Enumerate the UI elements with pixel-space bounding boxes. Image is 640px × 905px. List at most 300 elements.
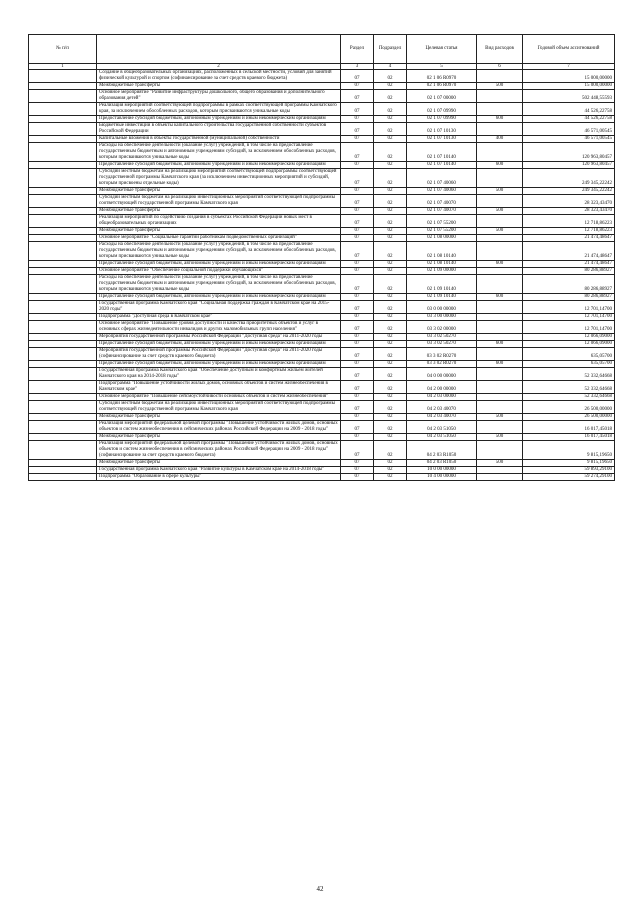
table-row [29, 421, 615, 434]
cell-num [29, 368, 97, 381]
cell-num [29, 321, 97, 334]
cell-tselevaya: 03 3 02 R0270 [407, 348, 477, 361]
cell-tselevaya: 03 3 02 50270 [407, 341, 477, 348]
cell-tselevaya: 02 1 07 40060 [407, 169, 477, 188]
cell-name: Основное мероприятие "Повышение сейсмоустойчивости основных объектов и систем жизнеобеспечения" [97, 394, 341, 401]
cell-podrazdel: 02 [374, 421, 407, 434]
cell-vid [477, 321, 523, 334]
cell-tselevaya: 02 1 07 55200 [407, 215, 477, 228]
cell-vid: 600 [477, 341, 523, 348]
cell-tselevaya: 02 1 06 R0970 [407, 83, 477, 90]
col-number: 3 [341, 64, 374, 70]
table-row [29, 474, 615, 481]
cell-tselevaya: 03 3 00 00000 [407, 314, 477, 321]
cell-name: Капитальные вложения в объекты государственной (муниципальной) собственности [97, 136, 341, 143]
cell-sum: 12 718,86223 [523, 228, 615, 235]
cell-num [29, 123, 97, 136]
cell-name: Предоставление субсидий бюджетным, автономным учреждениям и иным некоммерческим организациям [97, 116, 341, 123]
table-row [29, 242, 615, 261]
cell-name: Реализация мероприятий федеральной целевой программы "Повышение устойчивости жилых домов, основных объектов и систем жизнеобеспечения в сейсмических районах Российской Федерации на 2009 - 2018 годы" (софинансирование за счет средств краевого бюджета) [97, 441, 341, 460]
cell-tselevaya: 02 1 07 09990 [407, 103, 477, 116]
cell-tselevaya: 03 0 00 00000 [407, 301, 477, 314]
cell-vid [477, 195, 523, 208]
cell-vid [477, 421, 523, 434]
cell-razdel: 07 [341, 261, 374, 268]
table-row [29, 70, 615, 83]
header-razdel: Раздел [341, 35, 374, 64]
cell-sum: 80 286,88927 [523, 294, 615, 301]
cell-razdel: 07 [341, 334, 374, 341]
cell-podrazdel: 02 [374, 228, 407, 235]
cell-tselevaya: 02 1 07 40070 [407, 208, 477, 215]
cell-sum: 15 000,00000 [523, 83, 615, 90]
cell-razdel: 07 [341, 314, 374, 321]
cell-num [29, 434, 97, 441]
cell-name: Государственная программа Камчатского края "Обеспечение доступным и комфортным жильем жителей Камчатского края на 2014-2018 годы" [97, 368, 341, 381]
table-row [29, 169, 615, 188]
table-row [29, 434, 615, 441]
cell-num [29, 136, 97, 143]
cell-num [29, 301, 97, 314]
cell-vid [477, 368, 523, 381]
cell-vid [477, 90, 523, 103]
cell-name: Субсидии местным бюджетам на реализацию инвестиционных мероприятий соответствующей подпрограммы соответствующей государственной программы Камчатского края [97, 195, 341, 208]
header-num: № п/п [29, 35, 97, 64]
cell-num [29, 394, 97, 401]
cell-sum: 52 332,64668 [523, 381, 615, 394]
cell-name: Основное мероприятие "Обеспечение социальной поддержки обучающихся" [97, 268, 341, 275]
cell-sum: 12 701,14700 [523, 321, 615, 334]
table-row [29, 394, 615, 401]
cell-vid [477, 215, 523, 228]
cell-podrazdel: 02 [374, 116, 407, 123]
cell-vid [477, 70, 523, 83]
cell-name: Межбюджетные трансферты [97, 414, 341, 421]
cell-name: Межбюджетные трансферты [97, 228, 341, 235]
cell-name: Подпрограмма "Повышение устойчивости жилых домов, основных объектов и систем жизнеобеспечения в Камчатском крае" [97, 381, 341, 394]
table-row [29, 441, 615, 460]
table-row [29, 116, 615, 123]
cell-razdel: 07 [341, 235, 374, 242]
cell-razdel: 07 [341, 116, 374, 123]
cell-tselevaya: 02 1 07 10140 [407, 143, 477, 162]
cell-num [29, 314, 97, 321]
cell-name: Расходы на обеспечение деятельности (оказание услуг) учреждений, в том числе на предоставление государственным бюджетным и автономным учреждениям субсидий, за исключением обособленных расходов, которым присваиваются уникальные коды [97, 275, 341, 294]
table-row [29, 401, 615, 414]
cell-razdel: 07 [341, 467, 374, 474]
header-sum: Годовой объем ассигнований [523, 35, 615, 64]
table-row [29, 208, 615, 215]
table-row [29, 215, 615, 228]
cell-podrazdel: 02 [374, 348, 407, 361]
table-row [29, 348, 615, 361]
cell-sum: 12 701,14700 [523, 314, 615, 321]
cell-razdel: 07 [341, 394, 374, 401]
cell-podrazdel: 02 [374, 188, 407, 195]
cell-num [29, 474, 97, 481]
cell-name: Мероприятия государственной программы Российской Федерации "Доступная среда" на 2011-2020 годы (софинансирование за счет средств краевого бюджета) [97, 348, 341, 361]
cell-sum: 12 066,09000 [523, 334, 615, 341]
cell-podrazdel: 02 [374, 208, 407, 215]
cell-num [29, 143, 97, 162]
cell-razdel: 07 [341, 361, 374, 368]
cell-razdel: 07 [341, 474, 374, 481]
cell-sum: 80 286,88927 [523, 275, 615, 294]
cell-razdel: 07 [341, 188, 374, 195]
cell-vid [477, 242, 523, 261]
cell-sum: 12 066,09000 [523, 341, 615, 348]
cell-num [29, 275, 97, 294]
cell-vid: 400 [477, 136, 523, 143]
cell-podrazdel: 02 [374, 460, 407, 467]
cell-sum: 21 474,48647 [523, 235, 615, 242]
col-number: 1 [29, 64, 97, 70]
cell-vid [477, 334, 523, 341]
cell-razdel: 07 [341, 215, 374, 228]
cell-name: Расходы на обеспечение деятельности (оказание услуг) учреждений, в том числе на предоставление государственным бюджетным и автономным учреждениям субсидий, за исключением обособленных расходов, которым присваиваются уникальные коды [97, 242, 341, 261]
cell-num [29, 334, 97, 341]
cell-num [29, 103, 97, 116]
table-row [29, 467, 615, 474]
cell-name: Межбюджетные трансферты [97, 188, 341, 195]
cell-num [29, 421, 97, 434]
cell-num [29, 228, 97, 235]
cell-vid [477, 301, 523, 314]
table-row [29, 294, 615, 301]
cell-podrazdel: 02 [374, 83, 407, 90]
cell-name: Предоставление субсидий бюджетным, автономным учреждениям и иным некоммерческим организациям [97, 261, 341, 268]
cell-tselevaya: 02 1 07 10140 [407, 162, 477, 169]
cell-sum: 44 526,22758 [523, 116, 615, 123]
table-row [29, 381, 615, 394]
cell-vid: 500 [477, 460, 523, 467]
cell-podrazdel: 02 [374, 341, 407, 348]
cell-num [29, 381, 97, 394]
cell-podrazdel: 02 [374, 441, 407, 460]
cell-razdel: 07 [341, 83, 374, 90]
cell-podrazdel: 02 [374, 70, 407, 83]
table-row [29, 275, 615, 294]
table-row [29, 268, 615, 275]
cell-razdel: 07 [341, 441, 374, 460]
cell-num [29, 235, 97, 242]
cell-num [29, 208, 97, 215]
cell-razdel: 07 [341, 414, 374, 421]
cell-podrazdel: 02 [374, 294, 407, 301]
cell-sum: 16 017,45018 [523, 421, 615, 434]
cell-name: Субсидии местным бюджетам на реализацию мероприятий соответствующей подпрограммы соответствующей государственной программы Камчатского края (за исключением инвестиционных мероприятий и субсидий, которым присвоены отдельные коды) [97, 169, 341, 188]
cell-razdel: 07 [341, 195, 374, 208]
cell-podrazdel: 02 [374, 414, 407, 421]
cell-num [29, 401, 97, 414]
col-number: 7 [523, 64, 615, 70]
table-row [29, 90, 615, 103]
table-row [29, 136, 615, 143]
cell-vid: 600 [477, 162, 523, 169]
cell-tselevaya: 04 2 03 R1050 [407, 441, 477, 460]
cell-num [29, 261, 97, 268]
cell-num [29, 162, 97, 169]
table-row [29, 83, 615, 90]
col-number: 4 [374, 64, 407, 70]
cell-vid [477, 268, 523, 275]
cell-name: Реализация мероприятий по содействию создания в субъектах Российской Федерации новых мест в общеобразовательных организациях [97, 215, 341, 228]
cell-name: Государственная программа Камчатского края "Развитие культуры в Камчатском крае на 2014-2018 годы" [97, 467, 341, 474]
cell-podrazdel: 02 [374, 474, 407, 481]
cell-podrazdel: 02 [374, 334, 407, 341]
cell-vid: 600 [477, 116, 523, 123]
cell-name: Основное мероприятие "Развитие инфраструктуры дошкольного, общего образования и дополнительного образования детей" [97, 90, 341, 103]
cell-razdel: 07 [341, 321, 374, 334]
cell-tselevaya: 02 1 07 40070 [407, 195, 477, 208]
cell-sum: 52 332,64668 [523, 368, 615, 381]
cell-num [29, 441, 97, 460]
header-name [97, 35, 341, 64]
cell-sum: 249 345,22242 [523, 188, 615, 195]
cell-vid [477, 314, 523, 321]
cell-sum: 502 448,55593 [523, 90, 615, 103]
cell-podrazdel: 02 [374, 434, 407, 441]
table-body [29, 70, 615, 481]
cell-num [29, 70, 97, 83]
cell-num [29, 341, 97, 348]
cell-razdel: 07 [341, 242, 374, 261]
cell-sum: 28 323,43470 [523, 195, 615, 208]
cell-podrazdel: 02 [374, 321, 407, 334]
cell-tselevaya: 03 3 02 R0270 [407, 361, 477, 368]
cell-podrazdel: 02 [374, 268, 407, 275]
cell-name: Предоставление субсидий бюджетным, автономным учреждениям и иным некоммерческим организациям [97, 294, 341, 301]
cell-podrazdel: 02 [374, 103, 407, 116]
cell-name: Подпрограмма "Доступная среда в Камчатском крае" [97, 314, 341, 321]
table-row [29, 195, 615, 208]
cell-tselevaya: 02 1 07 00000 [407, 90, 477, 103]
cell-sum: 9 815,19650 [523, 441, 615, 460]
cell-podrazdel: 02 [374, 195, 407, 208]
cell-sum: 120 963,80457 [523, 143, 615, 162]
col-number: 5 [407, 64, 477, 70]
table-row [29, 188, 615, 195]
cell-name: Предоставление субсидий бюджетным, автономным учреждениям и иным некоммерческим организациям [97, 341, 341, 348]
cell-sum: 16 017,45018 [523, 434, 615, 441]
cell-vid [477, 235, 523, 242]
table-row [29, 301, 615, 314]
cell-vid [477, 103, 523, 116]
cell-name: Расходы на обеспечение деятельности (оказание услуг) учреждений, в том числе на предоставление государственным бюджетным и автономным учреждениям субсидий, за исключением обособленных расходов, которым присваиваются уникальные коды [97, 143, 341, 162]
cell-podrazdel: 02 [374, 169, 407, 188]
cell-razdel: 07 [341, 143, 374, 162]
cell-razdel: 07 [341, 421, 374, 434]
cell-tselevaya: 02 1 08 00000 [407, 235, 477, 242]
budget-table [28, 34, 615, 481]
cell-num [29, 90, 97, 103]
cell-razdel: 07 [341, 162, 374, 169]
cell-name: Предоставление субсидий бюджетным, автономным учреждениям и иным некоммерческим организациям [97, 162, 341, 169]
cell-razdel: 07 [341, 228, 374, 235]
cell-name: Субсидии местным бюджетам на реализацию инвестиционных мероприятий соответствующей подпрограммы соответствующей государственной программы Камчатского края [97, 401, 341, 414]
cell-tselevaya: 03 3 02 50270 [407, 334, 477, 341]
cell-sum: 12 718,86223 [523, 215, 615, 228]
cell-sum: 9 815,19650 [523, 460, 615, 467]
cell-razdel: 07 [341, 401, 374, 414]
cell-vid [477, 474, 523, 481]
cell-tselevaya: 02 1 09 10140 [407, 294, 477, 301]
cell-razdel: 07 [341, 275, 374, 294]
cell-tselevaya: 04 2 03 R1050 [407, 460, 477, 467]
cell-num [29, 348, 97, 361]
cell-vid [477, 441, 523, 460]
cell-razdel: 07 [341, 169, 374, 188]
cell-vid: 500 [477, 188, 523, 195]
cell-podrazdel: 02 [374, 123, 407, 136]
cell-podrazdel: 02 [374, 401, 407, 414]
cell-podrazdel: 02 [374, 368, 407, 381]
cell-sum: 46 571,00545 [523, 123, 615, 136]
cell-sum: 44 526,22758 [523, 103, 615, 116]
page-number: 42 [316, 885, 324, 893]
cell-vid: 500 [477, 434, 523, 441]
cell-vid [477, 467, 523, 474]
cell-name: Межбюджетные трансферты [97, 460, 341, 467]
cell-name: Предоставление субсидий бюджетным, автономным учреждениям и иным некоммерческим организациям [97, 361, 341, 368]
table-row [29, 162, 615, 169]
cell-podrazdel: 02 [374, 314, 407, 321]
cell-tselevaya: 04 0 00 00000 [407, 368, 477, 381]
table-row [29, 143, 615, 162]
cell-razdel: 07 [341, 268, 374, 275]
cell-podrazdel: 02 [374, 381, 407, 394]
cell-num [29, 361, 97, 368]
cell-vid: 500 [477, 228, 523, 235]
cell-sum: 249 345,22242 [523, 169, 615, 188]
cell-sum: 26 500,00000 [523, 401, 615, 414]
cell-sum: 80 286,88927 [523, 268, 615, 275]
cell-razdel: 07 [341, 368, 374, 381]
cell-podrazdel: 02 [374, 394, 407, 401]
cell-tselevaya: 02 1 09 00000 [407, 268, 477, 275]
table-row [29, 414, 615, 421]
cell-vid [477, 394, 523, 401]
cell-vid: 600 [477, 261, 523, 268]
cell-sum: 46 571,00545 [523, 136, 615, 143]
cell-name: Подпрограмма "Образование в сфере культуры" [97, 474, 341, 481]
cell-podrazdel: 02 [374, 301, 407, 314]
cell-sum: 21 474,48647 [523, 261, 615, 268]
cell-podrazdel: 02 [374, 136, 407, 143]
cell-name: Бюджетные инвестиции в объекты капитального строительства государственной собственности субъектов Российской Федерации [97, 123, 341, 136]
table-row [29, 228, 615, 235]
cell-tselevaya: 02 1 07 40060 [407, 188, 477, 195]
cell-vid [477, 401, 523, 414]
cell-vid [477, 381, 523, 394]
cell-podrazdel: 02 [374, 143, 407, 162]
cell-sum: 120 963,80457 [523, 162, 615, 169]
cell-vid: 500 [477, 208, 523, 215]
table-row [29, 123, 615, 136]
table-row [29, 460, 615, 467]
cell-name: Межбюджетные трансферты [97, 83, 341, 90]
cell-razdel: 07 [341, 348, 374, 361]
cell-num [29, 460, 97, 467]
cell-sum: 15 000,00000 [523, 70, 615, 83]
cell-razdel: 07 [341, 208, 374, 215]
cell-tselevaya: 04 2 03 51050 [407, 434, 477, 441]
cell-razdel: 07 [341, 301, 374, 314]
cell-sum: 26 500,00000 [523, 414, 615, 421]
cell-tselevaya: 02 1 07 10130 [407, 123, 477, 136]
header-podrazdel: Подраздел [374, 35, 407, 64]
cell-num [29, 294, 97, 301]
cell-podrazdel: 02 [374, 162, 407, 169]
cell-sum: 635,05700 [523, 361, 615, 368]
table-row [29, 321, 615, 334]
col-number: 6 [477, 64, 523, 70]
cell-razdel: 07 [341, 294, 374, 301]
table-row [29, 261, 615, 268]
cell-podrazdel: 02 [374, 215, 407, 228]
cell-tselevaya: 04 2 03 40070 [407, 414, 477, 421]
cell-podrazdel: 02 [374, 90, 407, 103]
cell-tselevaya: 02 1 07 55200 [407, 228, 477, 235]
cell-vid [477, 169, 523, 188]
cell-tselevaya: 03 3 02 00000 [407, 321, 477, 334]
cell-tselevaya: 04 2 00 00000 [407, 381, 477, 394]
cell-vid: 500 [477, 414, 523, 421]
header-tselevaya: Целевая статья [407, 35, 477, 64]
cell-podrazdel: 02 [374, 235, 407, 242]
cell-tselevaya: 10 4 00 00000 [407, 474, 477, 481]
table-row [29, 361, 615, 368]
cell-tselevaya: 02 1 08 10140 [407, 242, 477, 261]
cell-razdel: 07 [341, 70, 374, 83]
cell-name: Основное мероприятие "Социальные гарантии работникам подведомственных организаций" [97, 235, 341, 242]
table-row [29, 334, 615, 341]
table-row [29, 341, 615, 348]
cell-sum: 635,05700 [523, 348, 615, 361]
header-vid: Вид расходов [477, 35, 523, 64]
cell-name: Государственная программа Камчатского края "Социальная поддержка граждан в Камчатском крае на 2015-2020 годы" [97, 301, 341, 314]
cell-sum: 52 332,64668 [523, 394, 615, 401]
cell-tselevaya: 02 1 07 10130 [407, 136, 477, 143]
cell-num [29, 242, 97, 261]
table-row [29, 314, 615, 321]
cell-vid: 600 [477, 294, 523, 301]
cell-num [29, 268, 97, 275]
cell-tselevaya: 04 2 03 51050 [407, 421, 477, 434]
cell-name: Реализация мероприятий федеральной целевой программы "Повышение устойчивости жилых домов, основных объектов и систем жизнеобеспечения в сейсмических районах Российской Федерации на 2009 - 2018 годы" [97, 421, 341, 434]
cell-name: Межбюджетные трансферты [97, 208, 341, 215]
cell-name: Мероприятия государственной программы Российской Федерации "Доступная среда" на 2011-2020 годы [97, 334, 341, 341]
cell-sum: 28 323,43470 [523, 208, 615, 215]
table-row [29, 235, 615, 242]
col-number: 2 [97, 64, 341, 70]
cell-name: Межбюджетные трансферты [97, 434, 341, 441]
cell-vid [477, 143, 523, 162]
cell-razdel: 07 [341, 460, 374, 467]
table-row [29, 368, 615, 381]
cell-vid [477, 275, 523, 294]
cell-sum: 12 701,14700 [523, 301, 615, 314]
cell-vid: 600 [477, 361, 523, 368]
cell-name: Реализация мероприятий соответствующей подпрограммы в рамках соответствующей программы Камчатского края, за исключением обособленных расходов, которым присваиваются уникальные коды [97, 103, 341, 116]
cell-vid [477, 123, 523, 136]
cell-num [29, 169, 97, 188]
cell-num [29, 215, 97, 228]
cell-num [29, 414, 97, 421]
cell-tselevaya: 10 0 00 00000 [407, 467, 477, 474]
cell-razdel: 07 [341, 136, 374, 143]
cell-podrazdel: 02 [374, 275, 407, 294]
